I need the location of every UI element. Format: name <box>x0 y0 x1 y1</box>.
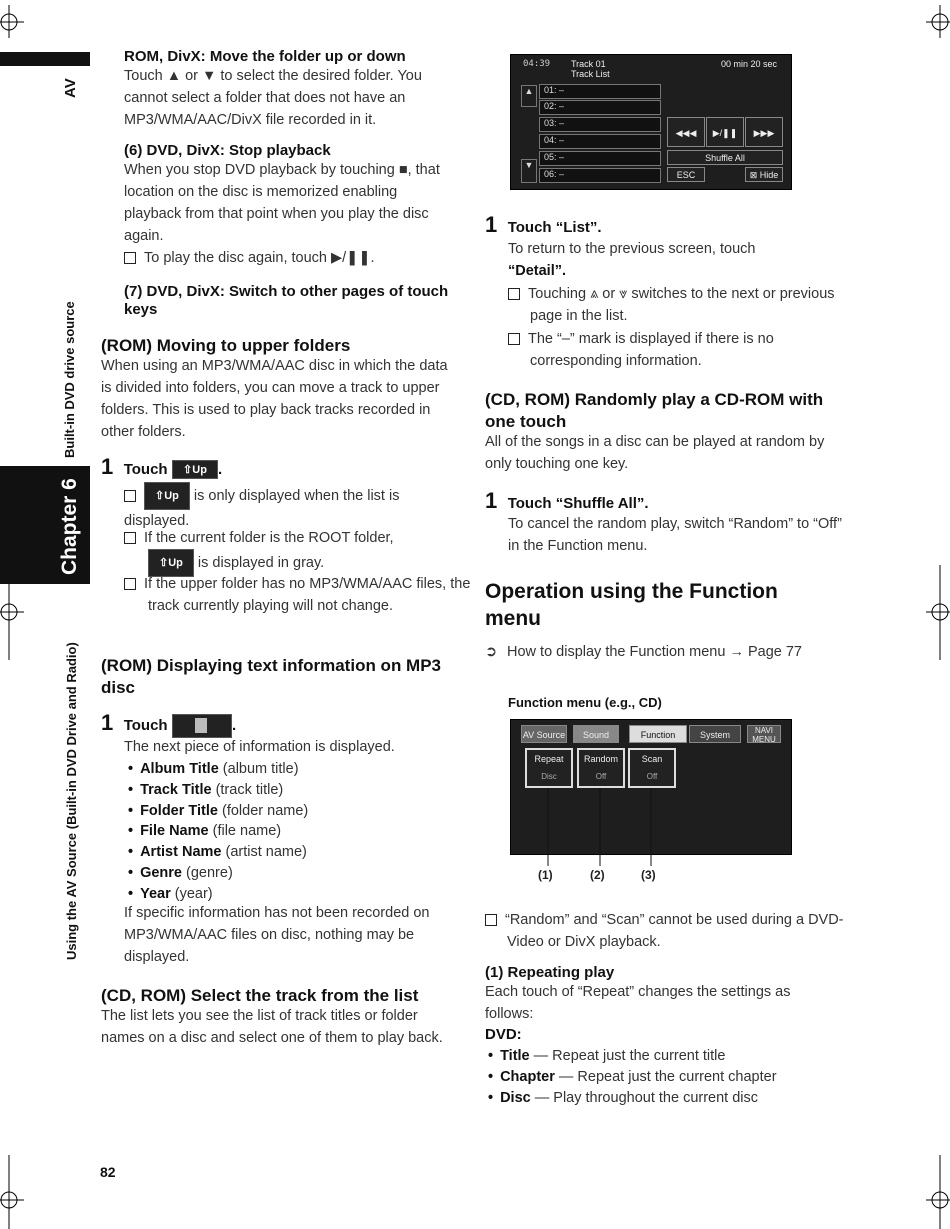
repeat-text: Each touch of “Repeat” changes the settings as follows: <box>485 984 791 1022</box>
func-ref <box>485 641 827 663</box>
step-text: Touch <box>123 717 168 734</box>
switch-heading: (7) DVD, DivX: Switch to other pages of touch keys <box>124 283 449 318</box>
track-row[interactable]: 02: – <box>539 100 661 115</box>
func-caption: Function menu (e.g., CD) <box>508 695 662 710</box>
list-note-2-text: The “–” mark is displayed if there is no corresponding information. <box>528 331 774 369</box>
list-item: • Track Title (track title) <box>128 780 308 801</box>
callout-2: (2) <box>590 868 605 882</box>
scan-label: Scan <box>641 754 663 764</box>
text-step-sub: The next piece of information is displayed. <box>124 739 395 755</box>
random-text: All of the songs in a disc can be played at random by only touching one key. <box>485 434 825 472</box>
list-item: • Chapter — Repeat just the current chapter <box>488 1067 777 1088</box>
func-ref-text: How to display the Function menu → Page 77 <box>507 644 802 660</box>
sidebar-using-label: Using the AV Source (Built-in DVD Drive and Radio) <box>64 642 79 960</box>
text-items-list <box>128 759 308 905</box>
stop-text: When you stop DVD playback by touching ■, that location on the disc is memorized enabling playback from that point when you play the disc again. <box>124 162 440 244</box>
random-label: Random <box>583 754 619 764</box>
track-row[interactable]: 01: – <box>539 84 661 99</box>
track-list-label: Track List <box>571 69 610 79</box>
repeat-label: Repeat <box>534 754 564 764</box>
rom-divx-heading: ROM, DivX: Move the folder up or down <box>124 48 406 65</box>
upper-heading: (ROM) Moving to upper folders <box>101 336 351 355</box>
esc-button[interactable]: ESC <box>667 167 705 182</box>
upper-note-3 <box>124 573 478 617</box>
tab-system[interactable]: System <box>689 725 741 743</box>
step-number: 1 <box>485 212 498 237</box>
upper-note-3-text: If the upper folder has no MP3/WMA/AAC files, the track currently playing will not change. <box>144 576 471 614</box>
text-after: If specific information has not been recorded on MP3/WMA/AAC files on disc, nothing may be displayed. <box>124 905 430 965</box>
upper-note-1-text: is only displayed when the list is displayed. <box>124 487 400 529</box>
tab-navi-menu[interactable]: NAVI MENU <box>747 725 781 743</box>
dvd-label: DVD: <box>485 1026 522 1043</box>
list-item: • Disc — Play throughout the current disc <box>488 1088 777 1109</box>
list-item: • File Name (file name) <box>128 821 308 842</box>
callout-3: (3) <box>641 868 656 882</box>
list-note-1 <box>508 283 860 327</box>
up-button-gray: ⇧Up <box>148 549 194 577</box>
shuffle-sub: To cancel the random play, switch “Random” to “Off” in the Function menu. <box>508 516 842 554</box>
upper-note-2b-text: is displayed in gray. <box>197 554 325 571</box>
hide-button[interactable]: ⊠ Hide <box>745 167 783 182</box>
random-value: Off <box>595 772 607 781</box>
text-step: 1 Touch . <box>101 710 236 738</box>
page-down-button[interactable]: ▼ <box>521 159 537 183</box>
list-heading: (CD, ROM) Select the track from the list <box>101 986 419 1005</box>
page-up-button[interactable]: ▲ <box>521 85 537 107</box>
step-text: Touch “Shuffle All”. <box>507 495 649 512</box>
rom-divx-text: Touch ▲ or ▼ to select the desired folder. You cannot select a folder that does not have an MP3/WMA/AAC/DivX file recorded in it. <box>124 68 422 128</box>
track-row[interactable]: 03: – <box>539 117 661 132</box>
stop-note <box>124 247 375 269</box>
up-button[interactable]: ⇧Up <box>172 460 218 479</box>
next-track-button[interactable]: ▶▶▶ <box>745 117 783 147</box>
repeat-heading: (1) Repeating play <box>485 964 615 981</box>
sidebar-chapter-label: Chapter 6 <box>58 478 81 575</box>
arrow-icon: ➲ <box>485 644 498 660</box>
stop-note-text: To play the disc again, touch ▶/❚❚. <box>144 250 375 266</box>
scan-value: Off <box>646 772 658 781</box>
callout-lines <box>510 788 790 868</box>
list-item: • Folder Title (folder name) <box>128 801 308 822</box>
up-button-inline: ⇧Up <box>144 482 190 510</box>
sidebar-builtin-label: Built-in DVD drive source <box>62 301 77 458</box>
upper-note-1 <box>124 482 454 532</box>
upper-note-2 <box>124 527 454 577</box>
repeat-button[interactable] <box>525 748 573 788</box>
step-number: 1 <box>101 710 114 735</box>
track-list-screen <box>510 54 792 190</box>
list-item: • Title — Repeat just the current title <box>488 1046 777 1067</box>
step-text: Touch “List”. <box>507 219 602 236</box>
shuffle-step <box>485 488 649 514</box>
tab-function[interactable]: Function <box>629 725 687 743</box>
sidebar-av-label: AV <box>62 78 79 98</box>
tab-sound[interactable]: Sound <box>573 725 619 743</box>
scan-button[interactable] <box>628 748 676 788</box>
track-row[interactable]: 05: – <box>539 151 661 166</box>
list-step <box>485 212 602 238</box>
track-row[interactable]: 04: – <box>539 134 661 149</box>
play-pause-button[interactable]: ▶/❚❚ <box>706 117 744 147</box>
step-text: Touch <box>123 461 168 478</box>
elapsed-time: 00 min 20 sec <box>721 59 778 69</box>
func-note-text: “Random” and “Scan” cannot be used during a DVD-Video or DivX playback. <box>505 912 844 950</box>
text-info-button[interactable] <box>172 714 232 738</box>
repeat-value: Disc <box>541 772 557 781</box>
page-number: 82 <box>100 1164 116 1180</box>
list-item: • Year (year) <box>128 884 308 905</box>
list-note-1-text: Touching ⩓ or ⩔ switches to the next or previous page in the list. <box>528 286 835 324</box>
list-item: • Album Title (album title) <box>128 759 308 780</box>
upper-note-2a-text: If the current folder is the ROOT folder, <box>144 530 394 546</box>
sidebar-top-bar <box>0 52 90 66</box>
func-note <box>485 909 857 953</box>
func-heading: Operation using the Function menu <box>485 580 778 630</box>
upper-text: When using an MP3/WMA/AAC disc in which the data is divided into folders, you can move a track to upper folders. This is used to play back tracks recorded in other folders. <box>101 358 448 440</box>
text-info-icon <box>195 718 207 733</box>
upper-step: 1 Touch ⇧Up . <box>101 454 223 479</box>
list-sub: To return to the previous screen, touch “Detail”. <box>508 241 756 279</box>
list-note-2 <box>508 328 860 372</box>
callout-1: (1) <box>538 868 553 882</box>
random-heading: (CD, ROM) Randomly play a CD-ROM with one touch <box>485 390 824 431</box>
dvd-items-list <box>488 1046 777 1109</box>
stop-heading: (6) DVD, DivX: Stop playback <box>124 142 331 159</box>
text-heading: (ROM) Displaying text information on MP3 disc <box>101 656 442 697</box>
track-label: Track 01 <box>571 59 606 69</box>
step-number: 1 <box>485 488 498 513</box>
step-number: 1 <box>101 454 114 479</box>
clock: 04:39 <box>523 59 551 69</box>
tab-av-source[interactable]: AV Source <box>521 725 567 743</box>
list-text: The list lets you see the list of track titles or folder names on a disc and select one of them to play back. <box>101 1008 443 1046</box>
list-item: • Artist Name (artist name) <box>128 842 308 863</box>
random-button[interactable] <box>577 748 625 788</box>
prev-track-button[interactable]: ◀◀◀ <box>667 117 705 147</box>
shuffle-all-button[interactable]: Shuffle All <box>667 150 783 165</box>
track-row[interactable]: 06: – <box>539 168 661 183</box>
list-item: • Genre (genre) <box>128 863 308 884</box>
